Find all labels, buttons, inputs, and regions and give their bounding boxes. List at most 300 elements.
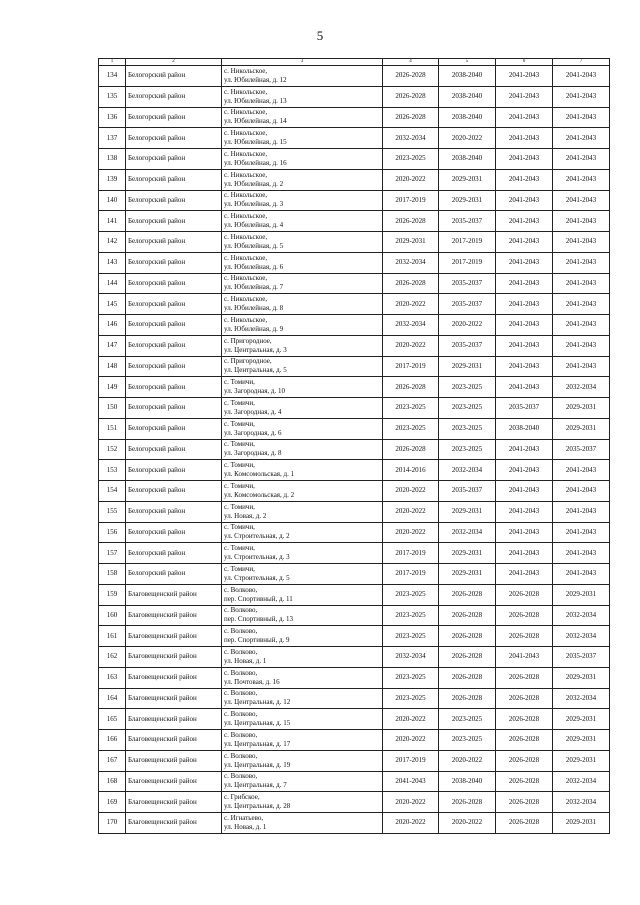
- address-settlement: с. Томичи,: [224, 419, 255, 428]
- address-cell: [222, 750, 383, 771]
- period-col-5: 2026-2028: [439, 688, 496, 709]
- period-col-6: 2041-2043: [496, 252, 553, 273]
- period-col-4: 2032-2034: [383, 315, 439, 336]
- period-col-6: 2035-2037: [496, 398, 553, 419]
- address-settlement: с. Томичи,: [224, 398, 255, 407]
- period-col-7: 2029-2031: [553, 709, 610, 730]
- period-col-5: 2020-2022: [439, 315, 496, 336]
- period-col-4: 2017-2019: [383, 750, 439, 771]
- period-col-4: 2026-2028: [383, 377, 439, 398]
- address-cell: [222, 688, 383, 709]
- period-col-5: 2035-2037: [439, 335, 496, 356]
- row-number: 148: [99, 356, 126, 377]
- period-col-7: 2041-2043: [553, 356, 610, 377]
- address-street: ул. Загородная, д. 4: [224, 407, 282, 416]
- period-col-7: 2041-2043: [553, 211, 610, 232]
- column-index: 3: [222, 59, 383, 66]
- period-col-5: 2038-2040: [439, 107, 496, 128]
- address-settlement: с. Никольское,: [224, 232, 268, 241]
- address-street: ул. Новая, д. 2: [224, 511, 267, 520]
- period-col-5: 2035-2037: [439, 481, 496, 502]
- period-col-5: 2038-2040: [439, 771, 496, 792]
- table-row: [99, 460, 610, 481]
- period-col-4: 2026-2028: [383, 107, 439, 128]
- address-settlement: с. Никольское,: [224, 108, 268, 117]
- district-cell: Благовещенский район: [126, 688, 222, 709]
- schedule-table: [98, 58, 610, 834]
- period-col-4: 2020-2022: [383, 501, 439, 522]
- address-cell: [222, 273, 383, 294]
- address-street: ул. Строительная, д. 3: [224, 553, 290, 562]
- period-col-7: 2041-2043: [553, 335, 610, 356]
- period-col-4: 2020-2022: [383, 709, 439, 730]
- district-cell: Белогорский район: [126, 169, 222, 190]
- row-number: 152: [99, 439, 126, 460]
- period-col-5: 2026-2028: [439, 626, 496, 647]
- table-row: [99, 252, 610, 273]
- row-number: 170: [99, 813, 126, 834]
- period-col-4: 2023-2025: [383, 667, 439, 688]
- table-row: [99, 418, 610, 439]
- table-row: [99, 813, 610, 834]
- period-col-6: 2041-2043: [496, 439, 553, 460]
- row-number: 147: [99, 335, 126, 356]
- row-number: 141: [99, 211, 126, 232]
- period-col-6: 2041-2043: [496, 232, 553, 253]
- address-settlement: с. Волково,: [224, 647, 258, 656]
- district-cell: Благовещенский район: [126, 771, 222, 792]
- period-col-4: 2026-2028: [383, 211, 439, 232]
- period-col-5: 2029-2031: [439, 356, 496, 377]
- district-cell: Благовещенский район: [126, 792, 222, 813]
- period-col-6: 2026-2028: [496, 605, 553, 626]
- table-row: [99, 626, 610, 647]
- column-index: 6: [496, 59, 553, 66]
- district-cell: Белогорский район: [126, 252, 222, 273]
- period-col-6: 2041-2043: [496, 543, 553, 564]
- address-street: ул. Центральная, д. 7: [224, 781, 287, 790]
- table-row: [99, 750, 610, 771]
- column-index-row: [99, 59, 610, 66]
- district-cell: Белогорский район: [126, 356, 222, 377]
- address-settlement: с. Никольское,: [224, 274, 268, 283]
- table-row: [99, 501, 610, 522]
- period-col-4: 2014-2016: [383, 460, 439, 481]
- period-col-4: 2023-2025: [383, 584, 439, 605]
- address-cell: [222, 356, 383, 377]
- period-col-6: 2041-2043: [496, 315, 553, 336]
- period-col-6: 2026-2028: [496, 813, 553, 834]
- period-col-4: 2020-2022: [383, 169, 439, 190]
- district-cell: Белогорский район: [126, 460, 222, 481]
- period-col-5: 2026-2028: [439, 667, 496, 688]
- period-col-4: 2020-2022: [383, 481, 439, 502]
- address-cell: [222, 66, 383, 87]
- district-cell: Благовещенский район: [126, 647, 222, 668]
- district-cell: Белогорский район: [126, 315, 222, 336]
- period-col-4: 2026-2028: [383, 66, 439, 87]
- table-row: [99, 481, 610, 502]
- address-street: ул. Юбилейная, д. 8: [224, 304, 284, 313]
- period-col-7: 2041-2043: [553, 543, 610, 564]
- address-cell: [222, 335, 383, 356]
- address-street: ул. Юбилейная, д. 9: [224, 324, 284, 333]
- district-cell: Белогорский район: [126, 481, 222, 502]
- period-col-7: 2041-2043: [553, 273, 610, 294]
- period-col-7: 2041-2043: [553, 481, 610, 502]
- address-settlement: с. Волково,: [224, 585, 258, 594]
- address-cell: [222, 730, 383, 751]
- period-col-5: 2035-2037: [439, 273, 496, 294]
- period-col-6: 2041-2043: [496, 647, 553, 668]
- period-col-7: 2041-2043: [553, 315, 610, 336]
- district-cell: Белогорский район: [126, 418, 222, 439]
- address-cell: [222, 460, 383, 481]
- table-row: [99, 792, 610, 813]
- period-col-7: 2029-2031: [553, 584, 610, 605]
- period-col-7: 2041-2043: [553, 252, 610, 273]
- address-settlement: с. Никольское,: [224, 87, 268, 96]
- table-row: [99, 107, 610, 128]
- row-number: 135: [99, 86, 126, 107]
- address-settlement: с. Пригородное,: [224, 357, 272, 366]
- address-street: пер. Спортивный, д. 11: [224, 594, 293, 603]
- period-col-7: 2032-2034: [553, 771, 610, 792]
- address-cell: [222, 252, 383, 273]
- period-col-6: 2041-2043: [496, 335, 553, 356]
- row-number: 162: [99, 647, 126, 668]
- table-row: [99, 730, 610, 751]
- period-col-4: 2026-2028: [383, 273, 439, 294]
- address-cell: [222, 709, 383, 730]
- address-settlement: с. Томичи,: [224, 564, 255, 573]
- period-col-7: 2041-2043: [553, 522, 610, 543]
- address-settlement: с. Игнатьево,: [224, 813, 264, 822]
- address-settlement: с. Никольское,: [224, 315, 268, 324]
- address-settlement: с. Томичи,: [224, 481, 255, 490]
- address-street: ул. Юбилейная, д. 13: [224, 96, 287, 105]
- address-street: пер. Спортивный, д. 13: [224, 615, 294, 624]
- table-row: [99, 605, 610, 626]
- address-street: ул. Новая, д. 1: [224, 822, 267, 831]
- district-cell: Благовещенский район: [126, 750, 222, 771]
- address-settlement: с. Волково,: [224, 689, 258, 698]
- period-col-4: 2026-2028: [383, 86, 439, 107]
- address-settlement: с. Томичи,: [224, 440, 255, 449]
- address-street: ул. Строительная, д. 2: [224, 532, 290, 541]
- row-number: 136: [99, 107, 126, 128]
- address-settlement: с. Волково,: [224, 606, 258, 615]
- column-index: 7: [553, 59, 610, 66]
- period-col-7: 2029-2031: [553, 398, 610, 419]
- address-street: ул. Загородная, д. 8: [224, 449, 282, 458]
- district-cell: Благовещенский район: [126, 730, 222, 751]
- district-cell: Белогорский район: [126, 335, 222, 356]
- address-settlement: с. Никольское,: [224, 66, 268, 75]
- address-cell: [222, 294, 383, 315]
- district-cell: Благовещенский район: [126, 709, 222, 730]
- period-col-6: 2041-2043: [496, 522, 553, 543]
- period-col-4: 2020-2022: [383, 522, 439, 543]
- address-settlement: с. Волково,: [224, 772, 258, 781]
- address-settlement: с. Никольское,: [224, 295, 268, 304]
- period-col-5: 2038-2040: [439, 86, 496, 107]
- address-street: ул. Загородная, д. 10: [224, 387, 285, 396]
- row-number: 167: [99, 750, 126, 771]
- period-col-6: 2041-2043: [496, 107, 553, 128]
- address-cell: [222, 564, 383, 585]
- address-street: пер. Спортивный, д. 9: [224, 636, 290, 645]
- table-row: [99, 211, 610, 232]
- table-row: [99, 149, 610, 170]
- address-settlement: с. Томичи,: [224, 502, 255, 511]
- address-street: ул. Юбилейная, д. 5: [224, 241, 284, 250]
- address-street: ул. Центральная, д. 17: [224, 739, 291, 748]
- address-street: ул. Юбилейная, д. 2: [224, 179, 284, 188]
- period-col-7: 2041-2043: [553, 232, 610, 253]
- period-col-6: 2041-2043: [496, 273, 553, 294]
- period-col-5: 2017-2019: [439, 252, 496, 273]
- row-number: 143: [99, 252, 126, 273]
- district-cell: Благовещенский район: [126, 584, 222, 605]
- period-col-7: 2035-2037: [553, 647, 610, 668]
- table-row: [99, 66, 610, 87]
- period-col-4: 2023-2025: [383, 149, 439, 170]
- row-number: 158: [99, 564, 126, 585]
- period-col-7: 2032-2034: [553, 688, 610, 709]
- district-cell: Белогорский район: [126, 439, 222, 460]
- address-settlement: с. Волково,: [224, 668, 258, 677]
- period-col-6: 2026-2028: [496, 709, 553, 730]
- table-body: [99, 66, 610, 834]
- table-row: [99, 335, 610, 356]
- row-number: 138: [99, 149, 126, 170]
- table-row: [99, 232, 610, 253]
- row-number: 139: [99, 169, 126, 190]
- table-row: [99, 439, 610, 460]
- row-number: 137: [99, 128, 126, 149]
- address-street: ул. Юбилейная, д. 3: [224, 200, 284, 209]
- address-cell: [222, 169, 383, 190]
- table-row: [99, 356, 610, 377]
- address-settlement: с. Волково,: [224, 710, 258, 719]
- period-col-7: 2032-2034: [553, 605, 610, 626]
- period-col-4: 2032-2034: [383, 252, 439, 273]
- period-col-7: 2041-2043: [553, 460, 610, 481]
- period-col-5: 2026-2028: [439, 647, 496, 668]
- address-street: ул. Центральная, д. 15: [224, 719, 291, 728]
- district-cell: Белогорский район: [126, 522, 222, 543]
- period-col-5: 2032-2034: [439, 522, 496, 543]
- row-number: 157: [99, 543, 126, 564]
- row-number: 149: [99, 377, 126, 398]
- address-street: ул. Комсомольская, д. 1: [224, 470, 295, 479]
- period-col-5: 2023-2025: [439, 377, 496, 398]
- district-cell: Белогорский район: [126, 273, 222, 294]
- period-col-5: 2038-2040: [439, 149, 496, 170]
- period-col-5: 2020-2022: [439, 813, 496, 834]
- district-cell: Белогорский район: [126, 501, 222, 522]
- address-street: ул. Центральная, д. 19: [224, 760, 291, 769]
- address-cell: [222, 107, 383, 128]
- table-row: [99, 315, 610, 336]
- row-number: 155: [99, 501, 126, 522]
- period-col-7: 2041-2043: [553, 107, 610, 128]
- table-row: [99, 709, 610, 730]
- district-cell: Белогорский район: [126, 86, 222, 107]
- address-cell: [222, 190, 383, 211]
- column-index: 2: [126, 59, 222, 66]
- address-settlement: с. Томичи,: [224, 523, 255, 532]
- address-street: ул. Юбилейная, д. 4: [224, 221, 284, 230]
- table-row: [99, 647, 610, 668]
- district-cell: Благовещенский район: [126, 813, 222, 834]
- address-street: ул. Центральная, д. 5: [224, 366, 287, 375]
- period-col-5: 2035-2037: [439, 211, 496, 232]
- address-street: ул. Центральная, д. 28: [224, 802, 291, 811]
- address-cell: [222, 771, 383, 792]
- row-number: 154: [99, 481, 126, 502]
- period-col-5: 2026-2028: [439, 792, 496, 813]
- district-cell: Белогорский район: [126, 294, 222, 315]
- address-street: ул. Юбилейная, д. 12: [224, 75, 287, 84]
- period-col-4: 2020-2022: [383, 730, 439, 751]
- period-col-4: 2023-2025: [383, 398, 439, 419]
- address-cell: [222, 543, 383, 564]
- period-col-5: 2029-2031: [439, 501, 496, 522]
- address-street: ул. Юбилейная, д. 7: [224, 283, 284, 292]
- address-cell: [222, 667, 383, 688]
- table-row: [99, 543, 610, 564]
- period-col-5: 2020-2022: [439, 128, 496, 149]
- period-col-4: 2017-2019: [383, 356, 439, 377]
- period-col-4: 2032-2034: [383, 647, 439, 668]
- column-index: 1: [99, 59, 126, 66]
- period-col-7: 2032-2034: [553, 792, 610, 813]
- address-street: ул. Комсомольская, д. 2: [224, 490, 295, 499]
- address-street: ул. Центральная, д. 3: [224, 345, 287, 354]
- district-cell: Белогорский район: [126, 211, 222, 232]
- address-cell: [222, 418, 383, 439]
- period-col-7: 2041-2043: [553, 128, 610, 149]
- period-col-6: 2041-2043: [496, 501, 553, 522]
- period-col-6: 2041-2043: [496, 149, 553, 170]
- address-cell: [222, 232, 383, 253]
- row-number: 145: [99, 294, 126, 315]
- period-col-7: 2029-2031: [553, 667, 610, 688]
- district-cell: Белогорский район: [126, 190, 222, 211]
- row-number: 146: [99, 315, 126, 336]
- period-col-6: 2026-2028: [496, 792, 553, 813]
- table-row: [99, 584, 610, 605]
- address-settlement: с. Томичи,: [224, 544, 255, 553]
- address-settlement: с. Томичи,: [224, 461, 255, 470]
- address-cell: [222, 377, 383, 398]
- period-col-7: 2041-2043: [553, 190, 610, 211]
- period-col-4: 2017-2019: [383, 190, 439, 211]
- table-row: [99, 294, 610, 315]
- period-col-7: 2041-2043: [553, 294, 610, 315]
- address-settlement: с. Никольское,: [224, 191, 268, 200]
- period-col-5: 2035-2037: [439, 294, 496, 315]
- district-cell: Белогорский район: [126, 66, 222, 87]
- table-row: [99, 377, 610, 398]
- district-cell: Благовещенский район: [126, 605, 222, 626]
- period-col-4: 2020-2022: [383, 813, 439, 834]
- row-number: 142: [99, 232, 126, 253]
- address-cell: [222, 584, 383, 605]
- row-number: 165: [99, 709, 126, 730]
- district-cell: Белогорский район: [126, 398, 222, 419]
- district-cell: Белогорский район: [126, 543, 222, 564]
- period-col-6: 2041-2043: [496, 460, 553, 481]
- period-col-5: 2023-2025: [439, 730, 496, 751]
- address-cell: [222, 149, 383, 170]
- row-number: 169: [99, 792, 126, 813]
- address-cell: [222, 501, 383, 522]
- period-col-5: 2020-2022: [439, 750, 496, 771]
- column-index: 5: [439, 59, 496, 66]
- address-settlement: с. Томичи,: [224, 378, 255, 387]
- row-number: 156: [99, 522, 126, 543]
- period-col-6: 2041-2043: [496, 66, 553, 87]
- period-col-4: 2020-2022: [383, 792, 439, 813]
- row-number: 151: [99, 418, 126, 439]
- period-col-4: 2023-2025: [383, 626, 439, 647]
- period-col-4: 2023-2025: [383, 688, 439, 709]
- table-row: [99, 190, 610, 211]
- address-settlement: с. Волково,: [224, 751, 258, 760]
- page-number: 5: [316, 28, 324, 43]
- period-col-5: 2026-2028: [439, 584, 496, 605]
- period-col-4: 2023-2025: [383, 605, 439, 626]
- period-col-7: 2029-2031: [553, 813, 610, 834]
- district-cell: Белогорский район: [126, 564, 222, 585]
- period-col-6: 2038-2040: [496, 418, 553, 439]
- period-col-7: 2041-2043: [553, 86, 610, 107]
- address-cell: [222, 792, 383, 813]
- period-col-4: 2020-2022: [383, 294, 439, 315]
- period-col-6: 2041-2043: [496, 564, 553, 585]
- period-col-6: 2041-2043: [496, 169, 553, 190]
- address-settlement: с. Грибское,: [224, 793, 260, 802]
- period-col-6: 2041-2043: [496, 190, 553, 211]
- address-street: ул. Юбилейная, д. 6: [224, 262, 284, 271]
- period-col-5: 2032-2034: [439, 460, 496, 481]
- period-col-7: 2041-2043: [553, 169, 610, 190]
- address-cell: [222, 481, 383, 502]
- period-col-6: 2041-2043: [496, 377, 553, 398]
- address-settlement: с. Пригородное,: [224, 336, 272, 345]
- address-settlement: с. Никольское,: [224, 253, 268, 262]
- district-cell: Благовещенский район: [126, 626, 222, 647]
- row-number: 150: [99, 398, 126, 419]
- table-row: [99, 128, 610, 149]
- address-settlement: с. Никольское,: [224, 149, 268, 158]
- row-number: 144: [99, 273, 126, 294]
- period-col-7: 2041-2043: [553, 149, 610, 170]
- period-col-6: 2041-2043: [496, 356, 553, 377]
- district-cell: Белогорский район: [126, 232, 222, 253]
- address-street: ул. Юбилейная, д. 15: [224, 138, 287, 147]
- table-row: [99, 398, 610, 419]
- district-cell: Белогорский район: [126, 107, 222, 128]
- address-street: ул. Новая, д. 1: [224, 656, 267, 665]
- address-settlement: с. Никольское,: [224, 170, 268, 179]
- address-settlement: с. Никольское,: [224, 212, 268, 221]
- table-row: [99, 564, 610, 585]
- period-col-4: 2041-2043: [383, 771, 439, 792]
